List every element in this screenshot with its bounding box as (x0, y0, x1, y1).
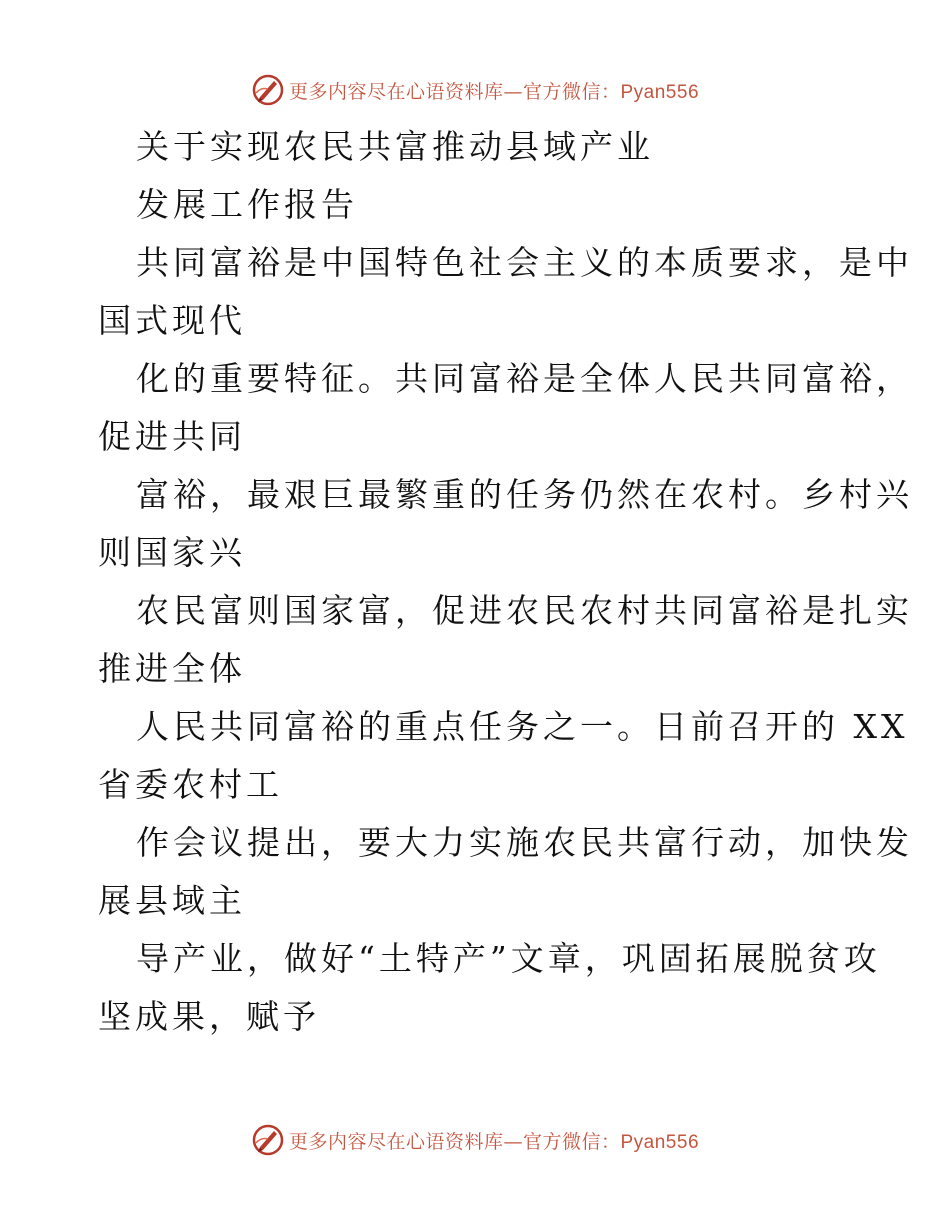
text-line: 作会议提出，要大力实施农民共富行动，加快发 (136, 823, 913, 862)
text-line: 关于实现农民共富推动县域产业 (136, 127, 654, 166)
watermark-handle: Pyan556 (620, 81, 700, 103)
text-line: 则国家兴 (98, 533, 246, 572)
text-line: 农民富则国家富，促进农民农村共同富裕是扎实 (136, 591, 913, 630)
text-line: 人民共同富裕的重点任务之一。日前召开的 XX (136, 707, 909, 746)
header-watermark (0, 70, 950, 110)
footer-watermark (0, 1120, 950, 1160)
text-line: 导产业，做好“土特产”文章，巩固拓展脱贫攻 (136, 939, 881, 978)
text-line: 富裕，最艰巨最繁重的任务仍然在农村。乡村兴 (136, 475, 913, 514)
text-line: 推进全体 (98, 649, 246, 688)
text-line: 展县域主 (98, 881, 246, 920)
brand-logo-icon (251, 73, 285, 107)
text-line: 共同富裕是中国特色社会主义的本质要求，是中 (136, 243, 913, 282)
text-line: 坚成果，赋予 (98, 997, 320, 1036)
brand-logo-icon (251, 1123, 285, 1157)
watermark-handle: Pyan556 (620, 1131, 700, 1153)
text-line: 省委农村工 (98, 765, 283, 804)
watermark-text: 更多内容尽在心语资料库—官方微信：Pyan556 (288, 1130, 700, 1153)
watermark-text: 更多内容尽在心语资料库—官方微信：Pyan556 (288, 80, 700, 103)
text-line: 化的重要特征。共同富裕是全体人民共同富裕， (136, 359, 913, 398)
text-line: 发展工作报告 (136, 185, 358, 224)
text-line: 促进共同 (98, 417, 246, 456)
document-body (98, 118, 913, 1046)
text-line: 国式现代 (98, 301, 246, 340)
